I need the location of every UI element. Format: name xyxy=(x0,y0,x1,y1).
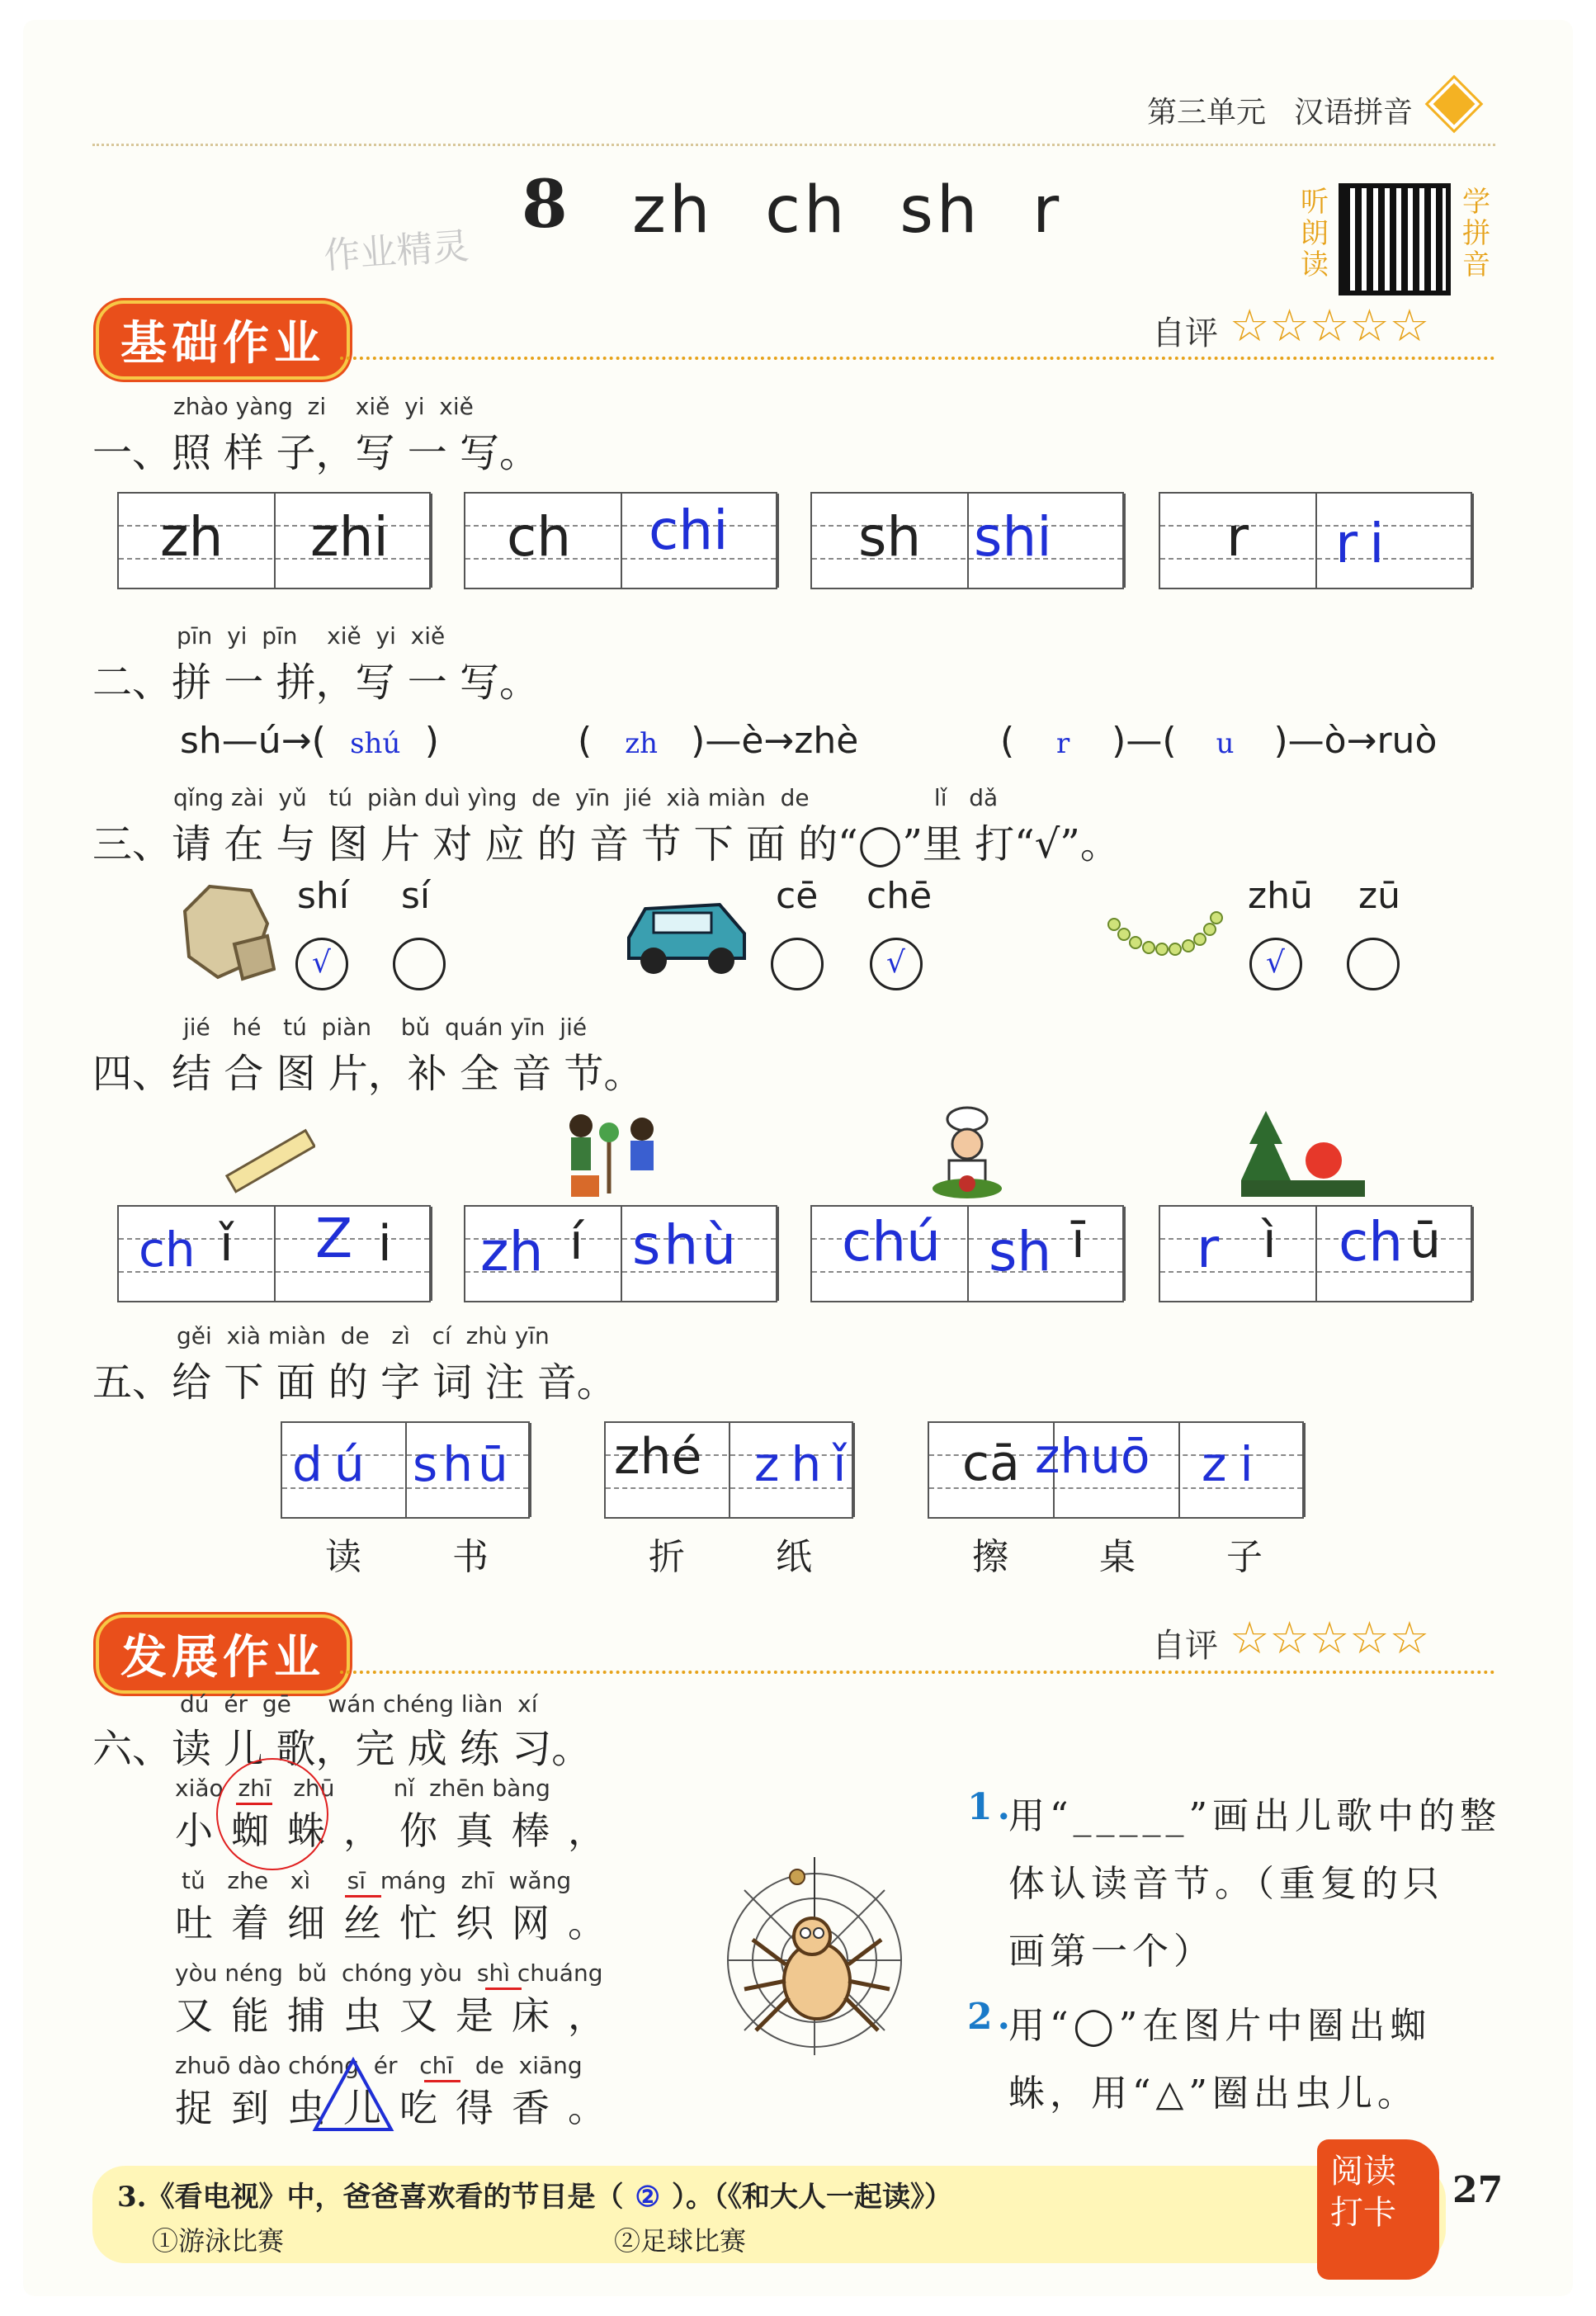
q1-box-1 xyxy=(117,492,431,589)
q3-syllable: sí xyxy=(401,875,431,917)
q1-answer[interactable]: shi xyxy=(974,505,1052,569)
q5-char: 擦 xyxy=(972,1536,1008,1578)
q1-printed: r xyxy=(1226,505,1249,569)
q5-printed: zhé xyxy=(614,1428,702,1486)
task-2-line-2: 蛛，用“△”圈出虫儿。 xyxy=(1008,2073,1419,2115)
q2-item-1: sh—ú→( shú ) xyxy=(180,720,439,762)
star-icon[interactable]: ☆ xyxy=(1349,300,1390,352)
unit-label: 第三单元 xyxy=(1147,96,1267,130)
q3-pinyin: qǐng zài yǔ tú piàn duì yìng de yīn jié xià miàn de lǐ dǎ xyxy=(173,784,999,811)
reading-option-2[interactable]: ②足球比赛 xyxy=(614,2225,747,2257)
star-icon[interactable]: ☆ xyxy=(1389,1612,1430,1664)
task-1-line-2: 体认读音节。（重复的只 xyxy=(1008,1863,1444,1905)
check-mark-icon: √ xyxy=(886,946,905,980)
song-pinyin: xiǎo zhī zhū nǐ zhēn bàng xyxy=(175,1775,550,1802)
circle-mark xyxy=(216,1758,328,1870)
q3-syllable: zū xyxy=(1358,875,1400,917)
reading-option-1[interactable]: ①游泳比赛 xyxy=(152,2225,285,2257)
song-line: 小蜘蛛，你真棒， xyxy=(175,1808,624,1853)
q1-printed: sh xyxy=(858,505,922,569)
star-icon[interactable]: ☆ xyxy=(1269,1612,1310,1664)
q3-syllable: shí xyxy=(297,875,350,917)
q3-circle[interactable] xyxy=(1347,938,1400,990)
check-mark-icon: √ xyxy=(1266,946,1285,980)
song-line: 捉到虫儿吃得香。 xyxy=(175,2086,624,2130)
q4-printed: ī xyxy=(1071,1212,1085,1269)
q4-printed: ì xyxy=(1263,1212,1277,1269)
q5-answer[interactable]: zhuō xyxy=(1035,1428,1150,1484)
ruler-picture xyxy=(224,1123,315,1197)
underline-mark xyxy=(485,1988,522,1990)
song-pinyin: yòu néng bǔ chóng yòu shì chuáng xyxy=(175,1959,603,1987)
q5-char: 桌 xyxy=(1099,1536,1136,1578)
task-2-number: 2. xyxy=(967,1996,1015,2038)
star-icon[interactable]: ☆ xyxy=(1309,300,1350,352)
star-icon[interactable]: ☆ xyxy=(1230,1612,1270,1664)
q3-title: 三、请 在 与 图 片 对 应 的 音 节 下 面 的“◯”里 打“√”。 xyxy=(92,821,1120,867)
q4-answer[interactable]: chú xyxy=(842,1210,941,1274)
q2-pinyin: pīn yi pīn xiě yi xiě xyxy=(177,622,446,650)
q4-answer[interactable]: sh xyxy=(989,1220,1052,1283)
q1-answer[interactable]: chi xyxy=(649,499,729,562)
q5-pinyin: gěi xià miàn de zì cí zhù yīn xyxy=(177,1322,550,1349)
self-eval-label: 自评 xyxy=(1152,1627,1218,1665)
q4-pinyin: jié hé tú piàn bǔ quán yīn jié xyxy=(183,1014,588,1041)
q5-word-2 xyxy=(604,1421,858,1519)
beads-picture xyxy=(1106,908,1230,966)
song-line: 又能捕虫又是床， xyxy=(175,1993,624,2038)
q1-box-4 xyxy=(1159,492,1472,589)
chef-picture xyxy=(926,1106,1008,1205)
reading-question-box xyxy=(92,2166,1446,2263)
self-eval-label: 自评 xyxy=(1152,314,1218,352)
q5-answer[interactable]: shū xyxy=(413,1436,513,1492)
q5-char: 书 xyxy=(452,1536,489,1578)
task-1-line-3: 画第一个） xyxy=(1008,1931,1215,1973)
q5-char: 折 xyxy=(649,1536,685,1578)
header-divider xyxy=(92,144,1495,146)
q5-answer[interactable]: zhǐ xyxy=(754,1436,858,1492)
task-1-number: 1. xyxy=(967,1786,1015,1828)
q5-title: 五、给 下 面 的 字 词 注 音。 xyxy=(92,1359,616,1406)
q5-char: 子 xyxy=(1226,1536,1263,1578)
q4-answer[interactable]: shù xyxy=(632,1213,740,1277)
q4-answer[interactable]: r xyxy=(1197,1217,1220,1280)
song-pinyin: zhuō dào chóng ér chī de xiāng xyxy=(175,2052,583,2079)
q2-answer[interactable]: r xyxy=(1056,727,1070,760)
reading-question: 3.《看电视》中，爸爸喜欢看的节目是（ ② ）。（《和大人一起读》） xyxy=(117,2181,952,2214)
q4-printed: ū xyxy=(1409,1212,1442,1269)
self-eval-stars[interactable] xyxy=(1230,300,1430,352)
underline-mark xyxy=(424,2080,460,2082)
q5-printed: cā xyxy=(962,1435,1020,1492)
q4-box-1 xyxy=(117,1205,431,1302)
q2-item-3: ( r )—( u )—ò→ruò xyxy=(1000,720,1438,762)
q4-answer[interactable]: ch xyxy=(139,1222,196,1278)
q2-answer[interactable]: u xyxy=(1216,727,1235,760)
q6-title: 六、读 儿 歌，完 成 练 习。 xyxy=(92,1726,592,1772)
star-icon[interactable]: ☆ xyxy=(1269,300,1310,352)
check-mark-icon: √ xyxy=(312,946,331,980)
q5-char: 纸 xyxy=(776,1536,812,1578)
q1-box-3 xyxy=(810,492,1124,589)
star-icon[interactable]: ☆ xyxy=(1309,1612,1350,1664)
q3-syllable: chē xyxy=(866,875,933,917)
watermark: 作业精灵 xyxy=(322,225,470,278)
qr-caption-right: 学拼音 xyxy=(1462,186,1490,281)
q1-pinyin: zhào yàng zi xiě yi xiě xyxy=(173,393,474,420)
q1-printed: zhi xyxy=(310,505,389,569)
q6-pinyin: dú ér gē wán chéng liàn xí xyxy=(180,1690,538,1718)
q5-word-1 xyxy=(281,1421,530,1519)
q2-title: 二、拼 一 拼，写 一 写。 xyxy=(92,659,540,706)
q4-printed: i xyxy=(378,1215,392,1273)
q2-answer[interactable]: zh xyxy=(625,727,659,760)
q2-answer[interactable]: shú xyxy=(350,727,401,760)
q5-char: 读 xyxy=(325,1536,361,1578)
q4-answer[interactable]: Z xyxy=(315,1207,353,1270)
q5-answer[interactable]: dú xyxy=(292,1436,376,1492)
triangle-mark xyxy=(312,2057,394,2133)
q1-title: 一、照 样 子，写 一 写。 xyxy=(92,430,540,476)
reading-answer[interactable]: ② xyxy=(635,2181,660,2214)
section-basic-banner: 基础作业 xyxy=(96,300,350,380)
section-dev-dots xyxy=(340,1671,1495,1674)
q4-printed: ǐ xyxy=(220,1215,234,1273)
self-eval-stars[interactable] xyxy=(1230,1612,1430,1664)
song-pinyin: tǔ zhe xì sī máng zhī wǎng xyxy=(182,1867,572,1894)
subject-label: 汉语拼音 xyxy=(1294,96,1414,130)
q1-printed: zh xyxy=(160,505,224,569)
underline-mark xyxy=(345,1895,381,1898)
q5-answer[interactable]: zi xyxy=(1202,1436,1267,1492)
sunrise-picture xyxy=(1241,1111,1365,1202)
planting-tree-picture xyxy=(555,1111,678,1202)
song-line: 吐着细丝忙织网。 xyxy=(175,1901,624,1945)
star-icon[interactable]: ☆ xyxy=(1230,300,1270,352)
q2-item-2: ( zh )—è→zhè xyxy=(578,720,859,762)
car-picture xyxy=(621,888,753,979)
q3-circle[interactable] xyxy=(771,938,824,990)
star-icon[interactable]: ☆ xyxy=(1389,300,1430,352)
q3-syllable: cē xyxy=(776,875,819,917)
q4-answer[interactable]: ch xyxy=(1339,1210,1404,1274)
q1-box-2 xyxy=(464,492,777,589)
q4-box-2 xyxy=(464,1205,777,1302)
task-2-line-1: 用“◯”在图片中圈出蜘 xyxy=(1008,2005,1432,2047)
page-number: 27 xyxy=(1452,2169,1504,2211)
section-basic-dots xyxy=(340,357,1495,360)
qr-code-icon[interactable] xyxy=(1339,183,1451,295)
q4-box-4 xyxy=(1159,1205,1472,1302)
section-dev-banner: 发展作业 xyxy=(96,1614,350,1694)
q4-box-3 xyxy=(810,1205,1124,1302)
q4-title: 四、结 合 图 片，补 全 音 节。 xyxy=(92,1051,644,1097)
q1-answer[interactable]: ri xyxy=(1335,512,1396,575)
qr-caption-left: 听朗读 xyxy=(1301,186,1329,281)
lesson-number: 8 xyxy=(522,165,568,243)
star-icon[interactable]: ☆ xyxy=(1349,1612,1390,1664)
spider-web-picture xyxy=(720,1857,909,2063)
reading-checkin-badge[interactable]: 阅读 打卡 xyxy=(1317,2139,1439,2280)
q3-circle[interactable] xyxy=(393,938,446,990)
lesson-title: zh ch sh r xyxy=(632,173,1063,248)
q5-word-3 xyxy=(928,1421,1304,1519)
task-1-line-1: 用“_____”画出儿歌中的整 xyxy=(1008,1795,1501,1837)
q4-printed: í xyxy=(569,1213,583,1271)
q4-answer[interactable]: zh xyxy=(480,1220,544,1283)
q3-syllable: zhū xyxy=(1248,875,1313,917)
q1-printed: ch xyxy=(507,505,572,569)
rock-picture xyxy=(177,878,276,985)
